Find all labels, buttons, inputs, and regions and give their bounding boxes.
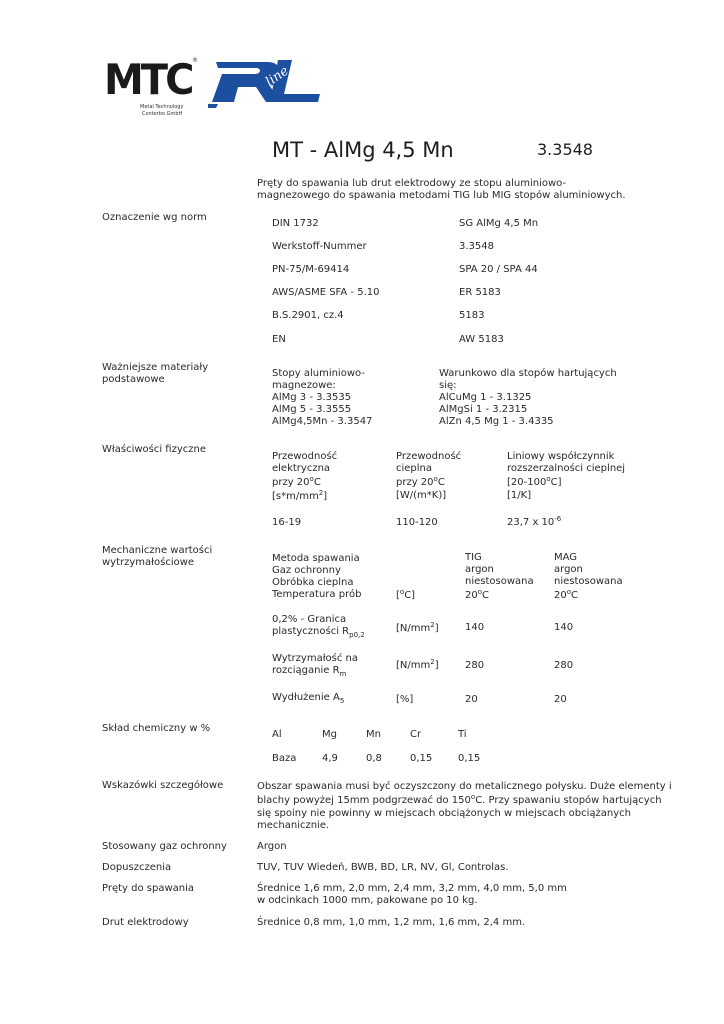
norm-standard: PN-75/M-69414 <box>272 264 350 275</box>
approvals-value: TUV, TUV Wiedeń, BWB, BD, LR, NV, Gl, Controlas. <box>257 862 509 873</box>
physical-col2-line2: cieplna <box>396 463 433 474</box>
physical-col1-temp: przy 20$^o$C <box>272 475 321 488</box>
base-materials-label-2: podstawowe <box>102 374 165 385</box>
base-material-right: AlMgSi 1 - 3.2315 <box>439 404 528 415</box>
chemical-value: 0,15 <box>458 753 481 764</box>
mtc-logo-subtitle-2: Conterbo GmbH <box>142 111 183 117</box>
norms-label: Oznaczenie wg norm <box>102 212 207 223</box>
physical-col2-temp: przy 20$^o$C <box>396 475 445 488</box>
rods-line-1: Średnice 1,6 mm, 2,0 mm, 2,4 mm, 3,2 mm, 4,0 mm, 5,0 mm <box>257 883 567 894</box>
norm-value: 3.3548 <box>459 241 494 252</box>
tensile-label-2: rozciąganie $R_m$ <box>272 665 347 678</box>
physical-col2-line1: Przewodność <box>396 451 462 462</box>
tensile-tig: 280 <box>465 660 485 671</box>
elongation-mag: 20 <box>554 694 567 705</box>
chemical-value: Baza <box>272 753 297 764</box>
mechanical-param: Obróbka cieplna <box>272 577 354 588</box>
product-code: 3.3548 <box>537 140 593 159</box>
physical-col2-value: 110-120 <box>396 517 438 528</box>
norm-value: 5183 <box>459 310 485 321</box>
mechanical-temp-unit: [$^o$C] <box>396 588 416 601</box>
rl-logo-line-text: line <box>263 63 292 90</box>
base-material-left: Stopy aluminiowo- <box>272 368 365 379</box>
chemical-value: 0,8 <box>366 753 382 764</box>
physical-col3-line2: rozszerzalności cieplnej <box>507 463 626 474</box>
physical-col1-line1: Przewodność <box>272 451 338 462</box>
elongation-unit: [%] <box>396 694 414 705</box>
guidance-label: Wskazówki szczegółowe <box>102 780 224 791</box>
gas-value: Argon <box>257 841 287 852</box>
chemical-label: Skład chemiczny w % <box>102 723 211 734</box>
chemical-value: 0,15 <box>410 753 433 764</box>
chemical-value: 4,9 <box>322 753 338 764</box>
rods-line-2: w odcinkach 1000 mm, pakowane po 10 kg. <box>257 895 478 906</box>
chemical-header: Cr <box>410 729 422 740</box>
gas-label: Stosowany gaz ochronny <box>102 841 227 852</box>
norm-standard: B.S.2901, cz.4 <box>272 310 344 321</box>
rods-label: Pręty do spawania <box>102 883 195 894</box>
elongation-tig: 20 <box>465 694 478 705</box>
physical-col1-line2: elektryczna <box>272 463 331 474</box>
mtc-logo-subtitle-1: Metal Technology <box>140 104 184 110</box>
mtc-logo <box>104 57 204 121</box>
mechanical-tig-method: TIG <box>465 552 482 563</box>
chemical-header: Mg <box>322 729 337 740</box>
physical-col1-value: 16-19 <box>272 517 302 528</box>
norm-value: ER 5183 <box>459 287 501 298</box>
product-title: MT - AlMg 4,5 Mn <box>272 138 454 162</box>
base-material-left: AlMg 3 - 3.3535 <box>272 392 352 403</box>
mechanical-mag-gas: argon <box>554 564 583 575</box>
mechanical-tig-temp: 20$^o$C <box>465 588 490 601</box>
mechanical-tig-treatment: niestosowana <box>465 576 534 587</box>
chemical-header: Al <box>272 729 282 740</box>
physical-label: Właściwości fizyczne <box>102 444 207 455</box>
mechanical-tig-gas: argon <box>465 564 494 575</box>
base-material-right: się: <box>439 380 457 391</box>
norm-value: AW 5183 <box>459 334 504 345</box>
product-description: Pręty do spawania lub drut elektrodowy ze stopu aluminiowo-magnezowego do spawania metodami TIG lub MIG stopów aluminiowych. <box>257 178 626 201</box>
approvals-label: Dopuszczenia <box>102 862 172 873</box>
yield-mag: 140 <box>554 622 574 633</box>
norm-standard: EN <box>272 334 286 345</box>
mtc-logo-letters: MTC <box>104 55 192 105</box>
elongation-label: Wydłużenie $A_5$ <box>272 692 345 705</box>
norm-standard: AWS/ASME SFA - 5.10 <box>272 287 380 298</box>
mechanical-label-1: Mechaniczne wartości <box>102 545 213 556</box>
base-material-right: AlZn 4,5 Mg 1 - 3.4335 <box>439 416 554 427</box>
mechanical-mag-method: MAG <box>554 552 578 563</box>
physical-col3-range: [20-100$^o$C] <box>507 475 562 488</box>
base-material-left: AlMg 5 - 3.3555 <box>272 404 352 415</box>
norm-value: SG AlMg 4,5 Mn <box>459 218 539 229</box>
yield-label-2: plastyczności $R_{p0,2}$ <box>272 626 365 639</box>
norm-standard: DIN 1732 <box>272 218 319 229</box>
base-materials-label-1: Ważniejsze materiały <box>102 362 209 373</box>
base-material-left: magnezowe: <box>272 380 336 391</box>
rl-line-logo <box>208 54 320 108</box>
base-material-right: AlCuMg 1 - 3.1325 <box>439 392 532 403</box>
physical-col1-unit: $[s*m/mm^2]$ <box>272 489 328 502</box>
wire-value: Średnice 0,8 mm, 1,0 mm, 1,2 mm, 1,6 mm, 2,4 mm. <box>257 917 526 928</box>
tensile-mag: 280 <box>554 660 574 671</box>
yield-tig: 140 <box>465 622 485 633</box>
mechanical-mag-temp: 20$^o$C <box>554 588 579 601</box>
registered-mark-icon: ® <box>192 57 198 64</box>
physical-col2-unit: [W/(m*K)] <box>396 490 447 501</box>
guidance-line-1: Obszar spawania musi być oczyszczony do metalicznego połysku. Duże elementy i <box>257 781 672 792</box>
physical-col3-unit: [1/K] <box>507 490 532 501</box>
tensile-unit: $[N/mm^2]$ <box>396 658 439 671</box>
mechanical-param: Metoda spawania <box>272 553 360 564</box>
chemical-header: Mn <box>366 729 381 740</box>
mechanical-mag-treatment: niestosowana <box>554 576 623 587</box>
wire-label: Drut elektrodowy <box>102 917 189 928</box>
base-material-left: AlMg4,5Mn - 3.3547 <box>272 416 373 427</box>
norm-standard: Werkstoff-Nummer <box>272 241 367 252</box>
guidance-line-2: blachy powyżej 15mm podgrzewać do 150$^o$C. Przy spawaniu stopów hartujących <box>257 793 662 806</box>
chemical-header: Ti <box>458 729 467 740</box>
guidance-line-4: mechanicznie. <box>257 820 330 831</box>
guidance-line-3: się spoiny nie powinny w miejscach obciążonych w miejscach obciążanych <box>257 808 632 819</box>
yield-label-1: 0,2% - Granica <box>272 614 347 625</box>
physical-col3-value: 23,7 x $10^{-6}$ <box>507 515 562 528</box>
mechanical-param: Temperatura prób <box>272 589 362 600</box>
physical-col3-line1: Liniowy współczynnik <box>507 451 615 462</box>
mechanical-param: Gaz ochronny <box>272 565 341 576</box>
norm-value: SPA 20 / SPA 44 <box>459 264 538 275</box>
tensile-label-1: Wytrzymałość na <box>272 653 359 664</box>
yield-unit: $[N/mm^2]$ <box>396 621 439 634</box>
mechanical-label-2: wytrzymałościowe <box>102 557 195 568</box>
base-material-right: Warunkowo dla stopów hartujących <box>439 368 617 379</box>
